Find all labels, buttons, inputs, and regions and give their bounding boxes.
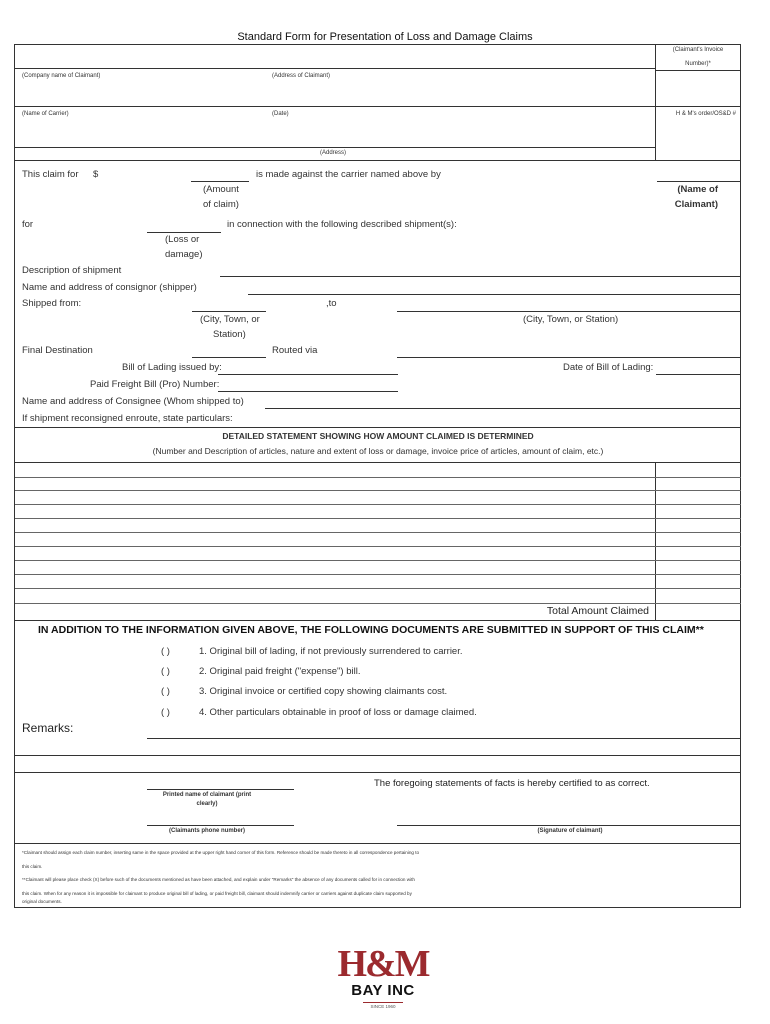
consignee-label: Name and address of Consignee (Whom shipped to)	[22, 396, 244, 407]
footnote-1: *Claimant should assign each claim number, inserting same in the space provided at the upper right hand corner of this form. Reference should be made thereto in all correspondence pertaining to	[22, 850, 420, 855]
document-1-label: 1. Original bill of lading, if not previously surrendered to carrier.	[199, 646, 463, 657]
documents-heading: IN ADDITION TO THE INFORMATION GIVEN ABOVE, THE FOLLOWING DOCUMENTS ARE SUBMITTED IN SUPPORT OF THIS CLAIM**	[38, 624, 704, 636]
freight-bill-field[interactable]	[218, 391, 398, 392]
name-of-label-2: Claimant)	[674, 199, 718, 210]
statement-row[interactable]	[15, 477, 741, 478]
in-connection-text: in connection with the following described shipment(s):	[227, 219, 457, 230]
remarks-line-1[interactable]	[147, 738, 740, 739]
consignee-field[interactable]	[265, 408, 740, 409]
order-label: H & M's order/OS&D #	[675, 111, 736, 117]
freight-bill-label: Paid Freight Bill (Pro) Number:	[90, 379, 220, 390]
made-against-text: is made against the carrier named above by	[256, 169, 441, 180]
claimant-name-field[interactable]	[657, 181, 740, 182]
description-label: Description of shipment	[22, 265, 122, 276]
statement-row[interactable]	[15, 574, 741, 575]
amount-label-1: (Amount	[203, 184, 239, 195]
consignor-field[interactable]	[248, 294, 740, 295]
invoice-label-2: Number)*	[685, 61, 711, 67]
header-bottom-rule	[15, 160, 741, 161]
claim-bottom-rule	[15, 427, 741, 428]
logo-since: SINCE 1960	[370, 1004, 396, 1009]
loss-label-2: damage)	[165, 249, 203, 260]
statement-heading: DETAILED STATEMENT SHOWING HOW AMOUNT CLAIMED IS DETERMINED	[222, 431, 534, 441]
document-2-label: 2. Original paid freight ("expense") bill.	[199, 666, 361, 677]
statement-row[interactable]	[15, 518, 741, 519]
company-name-label: (Company name of Claimant)	[22, 73, 101, 79]
invoice-label-1: (Claimant's Invoice	[672, 47, 724, 53]
amount-field[interactable]	[191, 181, 249, 182]
document-3-label: 3. Original invoice or certified copy showing claimants cost.	[199, 686, 448, 697]
total-amount-label: Total Amount Claimed	[546, 605, 649, 617]
statement-row[interactable]	[15, 588, 741, 589]
date-label: (Date)	[272, 111, 289, 117]
invoice-number-line[interactable]	[655, 70, 741, 71]
statement-table-bottom	[15, 620, 741, 621]
address-line[interactable]	[15, 147, 655, 148]
description-field[interactable]	[220, 276, 740, 277]
amount-label-2: of claim)	[203, 199, 239, 210]
bol-date-field[interactable]	[656, 374, 740, 375]
shipped-from-label: Shipped from:	[22, 298, 82, 309]
final-destination-label: Final Destination	[22, 345, 93, 356]
amount-column-divider	[655, 462, 656, 620]
document-4-checkbox[interactable]: ( )	[161, 707, 170, 718]
phone-field[interactable]	[147, 825, 294, 826]
printed-name-field[interactable]	[147, 789, 294, 790]
certification-bottom-rule	[15, 843, 741, 844]
printed-name-label-2: clearly)	[196, 801, 218, 807]
routed-via-field[interactable]	[397, 357, 740, 358]
certification-statement: The foregoing statements of facts is hereby certified to as correct.	[374, 778, 650, 789]
document-3-checkbox[interactable]: ( )	[161, 686, 170, 697]
shipped-from-field[interactable]	[192, 311, 266, 312]
name-of-label-1: (Name of	[677, 184, 718, 195]
routed-via-label: Routed via	[272, 345, 318, 356]
statement-row[interactable]	[15, 532, 741, 533]
for-label: for	[22, 219, 34, 230]
loss-label-1: (Loss or	[165, 234, 200, 245]
consignor-label: Name and address of consignor (shipper)	[22, 282, 197, 293]
city-to-label: (City, Town, or Station)	[523, 314, 619, 325]
logo-company-name: BAY INC	[351, 982, 415, 999]
statement-table-top	[15, 462, 741, 463]
logo-mark: H&M	[337, 943, 429, 985]
reconsigned-label: If shipment reconsigned enroute, state particulars:	[22, 413, 233, 424]
carrier-line[interactable]	[15, 106, 741, 107]
company-line[interactable]	[15, 68, 655, 69]
statement-subheading: (Number and Description of articles, nature and extent of loss or damage, invoice price of articles, amount of claim, etc.)	[152, 446, 604, 456]
shipped-to-field[interactable]	[397, 311, 740, 312]
bol-issued-label: Bill of Lading issued by:	[122, 362, 222, 373]
statement-row[interactable]	[15, 603, 741, 604]
footnote-2b: this claim. When for any reason it is impossible for claimant to produce original bill of lading, or paid freight bill, claimant should indemnify carrier or carriers against duplicate claim supported by	[22, 891, 412, 896]
signature-label: (Signature of claimant)	[537, 828, 603, 834]
printed-name-label-1: Printed name of claimant (print	[162, 792, 252, 798]
phone-label: (Claimants phone number)	[168, 828, 245, 834]
final-destination-field[interactable]	[192, 357, 266, 358]
remarks-bottom-rule	[15, 772, 741, 773]
footnote-2: **Claimant will please place check (X) before such of the documents mentioned as have been attached, and explain under "Remarks" the absence of any documents called for in connection with	[22, 877, 415, 882]
document-2-checkbox[interactable]: ( )	[161, 666, 170, 677]
document-1-checkbox[interactable]: ( )	[161, 646, 170, 657]
statement-row[interactable]	[15, 560, 741, 561]
this-claim-for: This claim for	[22, 169, 79, 180]
carrier-name-label: (Name of Carrier)	[22, 111, 69, 117]
address-label: (Address)	[320, 150, 347, 156]
company-logo	[335, 945, 431, 1015]
loss-field[interactable]	[147, 232, 221, 233]
dollar-sign: $	[93, 169, 99, 180]
remarks-label: Remarks:	[22, 721, 74, 735]
footnote-2c: original documents.	[22, 899, 62, 904]
logo-divider	[363, 1002, 403, 1003]
bol-issued-field[interactable]	[218, 374, 398, 375]
city-from-label-2: Station)	[213, 329, 246, 340]
footnote-1b: this claim.	[22, 864, 43, 869]
document-4-label: 4. Other particulars obtainable in proof of loss or damage claimed.	[199, 707, 477, 718]
bol-date-label: Date of Bill of Lading:	[563, 362, 654, 373]
statement-row[interactable]	[15, 504, 741, 505]
remarks-line-2[interactable]	[15, 755, 741, 756]
statement-row[interactable]	[15, 490, 741, 491]
form-title: Standard Form for Presentation of Loss and Damage Claims	[237, 31, 533, 43]
to-label: ,to	[326, 298, 337, 309]
signature-field[interactable]	[397, 825, 740, 826]
company-address-label: (Address of Claimant)	[272, 73, 331, 79]
statement-row[interactable]	[15, 546, 741, 547]
city-from-label-1: (City, Town, or	[200, 314, 260, 325]
